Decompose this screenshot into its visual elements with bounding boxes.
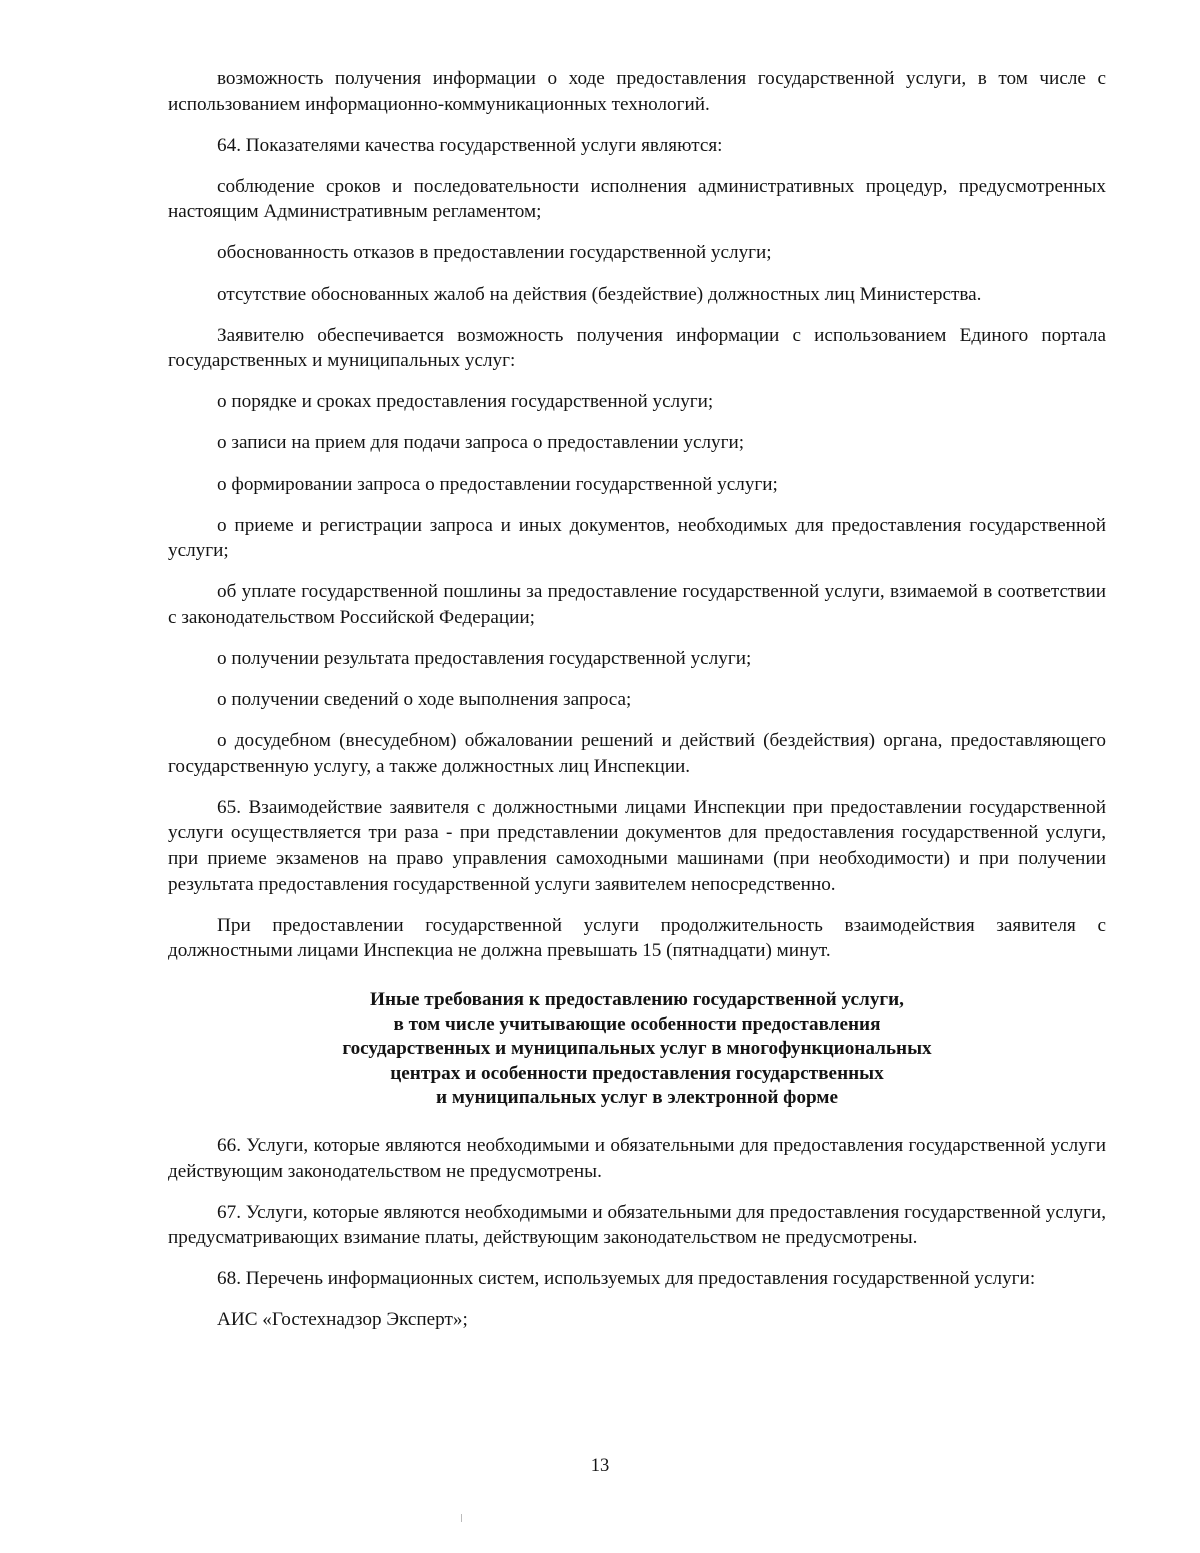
section-heading [168, 988, 1106, 1111]
heading-line: центрах и особенности предоставления государственных [390, 1062, 884, 1084]
paragraph: о получении результата предоставления государственной услуги; [217, 648, 752, 669]
scan-artifact [461, 1514, 462, 1522]
paragraph: о приеме и регистрации запроса и иных документов, необходимых для предоставления государственной услуги; [168, 514, 1106, 562]
paragraph: о формировании запроса о предоставлении государственной услуги; [217, 473, 778, 495]
paragraph: Заявителю обеспечивается возможность получения информации с использованием Единого портала государственных и муниципальных услуг: [168, 324, 1106, 372]
paragraph: 67. Услуги, которые являются необходимыми и обязательными для предоставления государственной услуги, предусматривающих взимание платы, действующим законодательством не предусмотрены. [168, 1201, 1106, 1249]
heading-line: в том числе учитывающие особенности предоставления [393, 1013, 881, 1035]
heading-line: Иные требования к предоставлению государственной услуги, [370, 988, 904, 1010]
paragraph: АИС «Гостехнадзор Эксперт»; [217, 1309, 468, 1331]
paragraph: о досудебном (внесудебном) обжаловании решений и действий (бездействия) органа, предоставляющего государственную услугу, а также должностных лиц Инспекции. [168, 730, 1106, 777]
paragraph: о порядке и сроках предоставления государственной услуги; [217, 391, 714, 413]
paragraph: соблюдение сроков и последовательности исполнения административных процедур, предусмотренных настоящим Административным регламентом; [168, 175, 1106, 223]
paragraph: отсутствие обоснованных жалоб на действия (бездействие) должностных лиц Министерства. [217, 283, 982, 305]
paragraph: 68. Перечень информационных систем, используемых для предоставления государственной услуги: [217, 1268, 1036, 1290]
paragraph: При предоставлении государственной услуги продолжительность взаимодействия заявителя с должностными лицами Инспекциа не должна превышать 15 (пятнадцати) минут. [168, 914, 1106, 962]
paragraph: об уплате государственной пошлины за предоставление государственной услуги, взимаемой в соответствии с законодательством Российской Федерации; [168, 581, 1106, 628]
heading-line: государственных и муниципальных услуг в многофункциональных [342, 1038, 932, 1060]
paragraph: о получении сведений о ходе выполнения запроса; [217, 689, 632, 711]
paragraph: 64. Показателями качества государственной услуги являются: [217, 134, 723, 156]
document-page [168, 66, 1106, 1348]
paragraph: 66. Услуги, которые являются необходимыми и обязательными для предоставления государственной услуги действующим законодательством не предусмотрены. [168, 1134, 1106, 1182]
paragraph: 65. Взаимодействие заявителя с должностными лицами Инспекции при предоставлении государственной услуги осуществляется три раза - при представлении документов для предоставления государственной услуги, при приеме экзаменов на право управления самоходными машинами (при необходимости) и при получении результата предоставления государственной услуги заявителем непосредственно. [168, 796, 1106, 895]
paragraph: о записи на прием для подачи запроса о предоставлении услуги; [217, 432, 745, 454]
paragraph: возможность получения информации о ходе предоставления государственной услуги, в том числе с использованием информационно-коммуникационных технологий. [168, 68, 1106, 115]
paragraph: обоснованность отказов в предоставлении государственной услуги; [217, 242, 772, 264]
page-number: 13 [590, 1456, 610, 1476]
heading-line: и муниципальных услуг в электронной форме [435, 1087, 839, 1109]
